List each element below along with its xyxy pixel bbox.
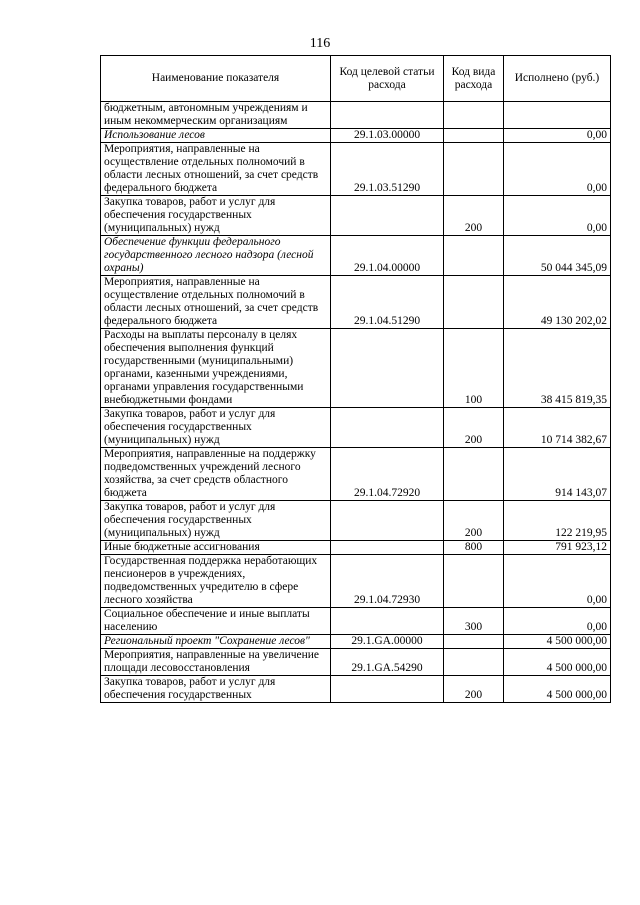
row-kind: 200 — [444, 408, 504, 448]
row-name: Закупка товаров, работ и услуг для обеспечения государственных — [101, 676, 331, 703]
row-kind — [444, 143, 504, 196]
row-done: 0,00 — [504, 555, 611, 608]
table-row — [101, 635, 611, 649]
table-row — [101, 448, 611, 501]
row-name: Мероприятия, направленные на осуществление отдельных полномочий в области лесных отношений, за счет средств федерального бюджета — [101, 276, 331, 329]
table-header-row — [101, 56, 611, 102]
table-row — [101, 501, 611, 541]
row-code — [331, 329, 444, 408]
row-done: 122 219,95 — [504, 501, 611, 541]
row-done: 10 714 382,67 — [504, 408, 611, 448]
header-code: Код целевой статьи расхода — [331, 56, 444, 102]
row-code: 29.1.03.00000 — [331, 129, 444, 143]
row-done: 4 500 000,00 — [504, 676, 611, 703]
row-name: Государственная поддержка неработающих пенсионеров в учреждениях, подведомственных учредителю в сфере лесного хозяйства — [101, 555, 331, 608]
row-name: Мероприятия, направленные на поддержку подведомственных учреждений лесного хозяйства, за счет средств областного бюджета — [101, 448, 331, 501]
row-code — [331, 676, 444, 703]
row-kind — [444, 555, 504, 608]
row-kind — [444, 236, 504, 276]
row-code — [331, 196, 444, 236]
table-row — [101, 541, 611, 555]
expenditure-table — [100, 55, 611, 703]
row-name: Иные бюджетные ассигнования — [101, 541, 331, 555]
row-name: Закупка товаров, работ и услуг для обеспечения государственных (муниципальных) нужд — [101, 501, 331, 541]
row-code: 29.1.GA.54290 — [331, 649, 444, 676]
row-done: 914 143,07 — [504, 448, 611, 501]
row-done: 0,00 — [504, 129, 611, 143]
row-name: Мероприятия, направленные на увеличение площади лесовосстановления — [101, 649, 331, 676]
row-name: Обеспечение функции федерального государственного лесного надзора (лесной охраны) — [101, 236, 331, 276]
row-code: 29.1.03.51290 — [331, 143, 444, 196]
row-code — [331, 501, 444, 541]
header-name: Наименование показателя — [101, 56, 331, 102]
row-name: бюджетным, автономным учреждениям и иным некоммерческим организациям — [101, 102, 331, 129]
row-code — [331, 541, 444, 555]
table-row — [101, 196, 611, 236]
table-row — [101, 676, 611, 703]
header-kind: Код вида расхода — [444, 56, 504, 102]
row-name: Социальное обеспечение и иные выплаты населению — [101, 608, 331, 635]
row-kind: 200 — [444, 676, 504, 703]
row-kind — [444, 448, 504, 501]
row-code: 29.1.04.00000 — [331, 236, 444, 276]
table-row — [101, 329, 611, 408]
row-done: 0,00 — [504, 196, 611, 236]
table-row — [101, 143, 611, 196]
row-code — [331, 408, 444, 448]
row-kind: 800 — [444, 541, 504, 555]
table-row — [101, 608, 611, 635]
row-done: 4 500 000,00 — [504, 635, 611, 649]
row-name: Мероприятия, направленные на осуществление отдельных полномочий в области лесных отношений, за счет средств федерального бюджета — [101, 143, 331, 196]
table-row — [101, 555, 611, 608]
row-code — [331, 102, 444, 129]
row-done: 0,00 — [504, 143, 611, 196]
table-row — [101, 102, 611, 129]
row-name: Региональный проект "Сохранение лесов" — [101, 635, 331, 649]
table-row — [101, 236, 611, 276]
row-code: 29.1.04.51290 — [331, 276, 444, 329]
row-name: Расходы на выплаты персоналу в целях обеспечения выполнения функций государственными (муниципальными) органами, казенными учреждениями, органами управления государственными внебюджетными фондами — [101, 329, 331, 408]
row-code: 29.1.GA.00000 — [331, 635, 444, 649]
table-body — [101, 102, 611, 703]
row-name: Закупка товаров, работ и услуг для обеспечения государственных (муниципальных) нужд — [101, 408, 331, 448]
row-name: Закупка товаров, работ и услуг для обеспечения государственных (муниципальных) нужд — [101, 196, 331, 236]
row-kind: 200 — [444, 501, 504, 541]
table-row — [101, 408, 611, 448]
row-kind — [444, 649, 504, 676]
row-kind: 100 — [444, 329, 504, 408]
row-kind: 300 — [444, 608, 504, 635]
table-row — [101, 649, 611, 676]
row-kind — [444, 129, 504, 143]
row-done: 49 130 202,02 — [504, 276, 611, 329]
row-name: Использование лесов — [101, 129, 331, 143]
row-code: 29.1.04.72920 — [331, 448, 444, 501]
page-number: 116 — [309, 36, 331, 51]
row-kind — [444, 276, 504, 329]
row-done — [504, 102, 611, 129]
row-kind — [444, 635, 504, 649]
row-kind — [444, 102, 504, 129]
table-row — [101, 129, 611, 143]
row-kind: 200 — [444, 196, 504, 236]
row-done: 0,00 — [504, 608, 611, 635]
row-done: 4 500 000,00 — [504, 649, 611, 676]
row-code — [331, 608, 444, 635]
row-done: 50 044 345,09 — [504, 236, 611, 276]
row-done: 38 415 819,35 — [504, 329, 611, 408]
header-done: Исполнено (руб.) — [504, 56, 611, 102]
row-done: 791 923,12 — [504, 541, 611, 555]
table-row — [101, 276, 611, 329]
row-code: 29.1.04.72930 — [331, 555, 444, 608]
